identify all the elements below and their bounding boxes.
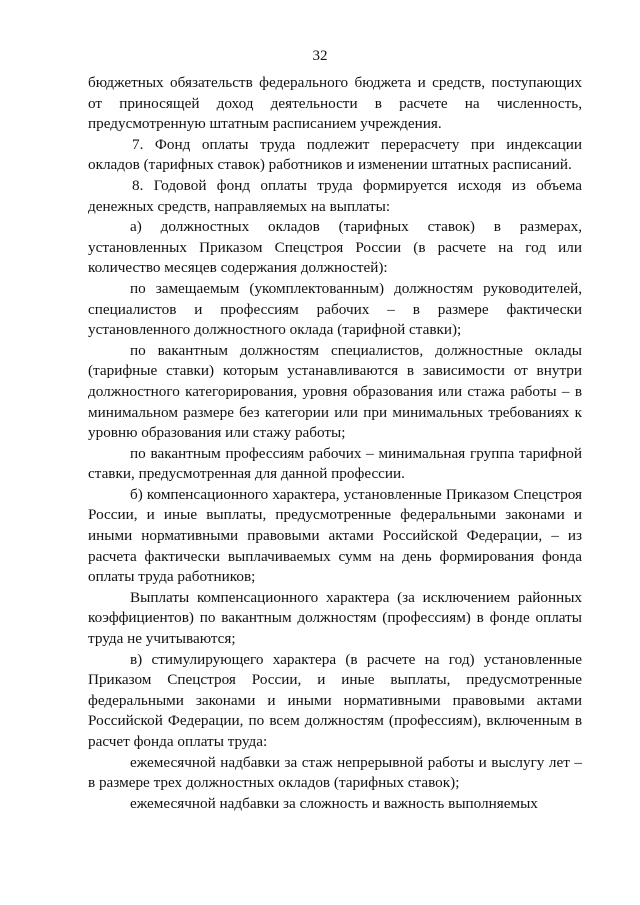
paragraph-8-annual-fund: 8. Годовой фонд оплаты труда формируется исходя из объема денежных средств, направляемых на выплаты: (88, 176, 582, 215)
paragraph-c-incentive: в) стимулирующего характера (в расчете на год) установленные Приказом Спецстроя России, и иные выплаты, предусмотренные федеральными законами и иными нормативными правовыми актами Российской Федерации, по всем должностям (профессиям), включенным в расчет фонда оплаты труда: (88, 650, 582, 750)
paragraph-7-recalculation: 7. Фонд оплаты труда подлежит перерасчету при индексации окладов (тарифных ставок) работников и изменении штатных расписаний. (88, 135, 582, 174)
paragraph-vacant-specialists: по вакантным должностям специалистов, должностные оклады (тарифные ставки) которым устанавливаются в зависимости от внутри должностного категорирования, уровня образования или стажа работы – в минимальном размере без категории или при минимальных требованиях к уровню образования или стажу работы; (88, 341, 582, 442)
document-body (88, 73, 582, 814)
paragraph-filled-positions: по замещаемым (укомплектованным) должностям руководителей, специалистов и профессиям рабочих – в размере фактически установленного должностного оклада (тарифной ставки); (88, 279, 582, 339)
page-number: 32 (312, 48, 328, 64)
paragraph-seniority-bonus: ежемесячной надбавки за стаж непрерывной работы и выслугу лет – в размере трех должностных окладов (тарифных ставок); (88, 753, 582, 792)
paragraph-compensation-exclusion: Выплаты компенсационного характера (за исключением районных коэффициентов) по вакантным должностям (профессиям) в фонде оплаты труда не учитываются; (88, 588, 582, 648)
paragraph-b-compensation: б) компенсационного характера, установленные Приказом Спецстроя России, и иные выплаты, предусмотренные федеральными законами и иными нормативными правовыми актами Российской Федерации, – из расчета фактически выплачиваемых сумм на день формирования фонда оплаты труда работников; (88, 485, 582, 586)
paragraph-complexity-bonus: ежемесячной надбавки за сложность и важность выполняемых (130, 794, 538, 812)
paragraph-a-salaries: а) должностных окладов (тарифных ставок) в размерах, установленных Приказом Спецстроя России (в расчете на год или количество месяцев содержания должностей): (88, 218, 582, 277)
paragraph-budget-obligations: бюджетных обязательств федерального бюджета и средств, поступающих от приносящей доход деятельности в расчете на численность, предусмотренную штатным расписанием учреждения. (88, 74, 582, 133)
paragraph-vacant-workers: по вакантным профессиям рабочих – минимальная группа тарифной ставки, предусмотренная для данной профессии. (88, 444, 582, 483)
